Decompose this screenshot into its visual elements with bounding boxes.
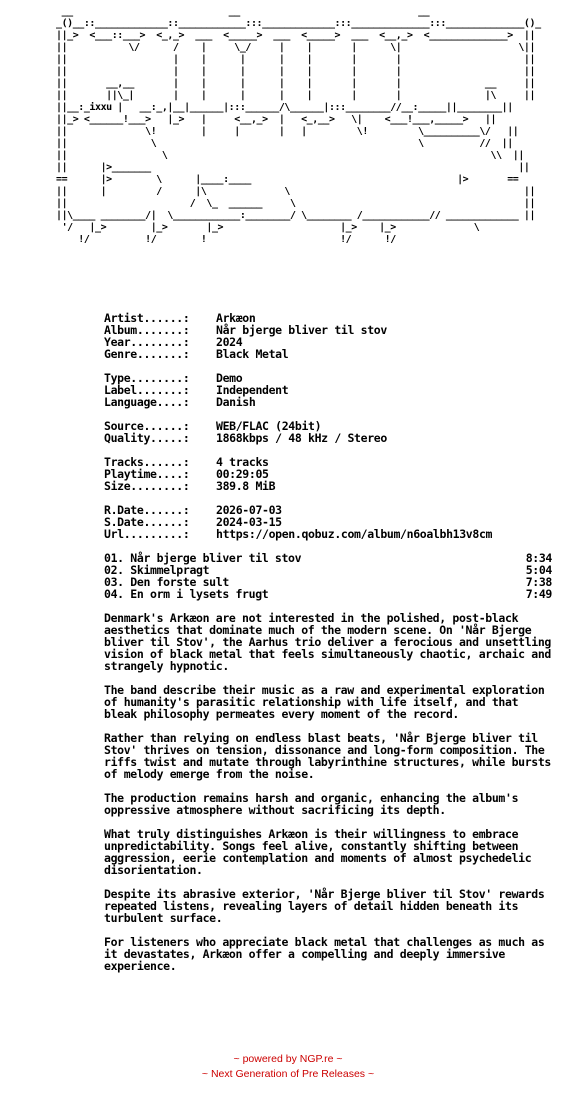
info-value: Black Metal [216, 347, 289, 361]
track-title: 03. Den forste sult [104, 575, 229, 589]
description-paragraph: What truly distinguishes Arkæon is their willingness to embrace unpredictability. Songs feel alive, constantly shifting between aggression, eerie contemplation and moments of almost psychedelic disorientation. [104, 827, 532, 877]
info-key: Language....: [104, 395, 190, 409]
info-value: 00:29:05 [216, 467, 269, 481]
tracklist [104, 552, 564, 600]
description-paragraph: Despite its abrasive exterior, 'Når Bjerge bliver til Stov' rewards repeated listens, revealing layers of detail hidden beneath its turbulent surface. [104, 887, 545, 925]
description-paragraph: The band describe their music as a raw and experimental exploration of humanity's parasitic relationship with life itself, and that bleak philosophy permeates every moment of the record. [104, 683, 545, 721]
info-value: https://open.qobuz.com/album/n6oalbh13v8cm [216, 527, 493, 541]
info-value: WEB/FLAC (24bit) [216, 419, 322, 433]
info-key: Label.......: [104, 383, 190, 397]
info-key: Playtime....: [104, 467, 190, 481]
info-key: Year........: [104, 335, 190, 349]
info-key: Source......: [104, 419, 190, 433]
info-key: Artist......: [104, 311, 190, 325]
info-key: Tracks......: [104, 455, 190, 469]
description-paragraph: Denmark's Arkæon are not interested in the polished, post-black aesthetics that dominate much of the modern scene. On 'Når Bjerge bliver til Stov', the Aarhus trio deliver a ferocious and unsettling vision of black metal that feels simultaneously chaotic, archaic and strangely hypnotic. [104, 611, 552, 673]
info-value: Demo [216, 371, 243, 385]
release-info [104, 312, 564, 984]
info-key: Url.........: [104, 527, 190, 541]
info-value: 4 tracks [216, 455, 269, 469]
info-row [104, 432, 564, 444]
info-row [104, 348, 564, 360]
info-key: Album.......: [104, 323, 190, 337]
info-value: Danish [216, 395, 256, 409]
ascii-art-logo: __ __ __ _()__::_____________::____________:::_____________:::______________:::______________()_ ||_> <___::___> <_,_> ___ <_____> ___ <_____> ___ <__,_> <______________> || || \/ / | \_/ | | | \| \|| || | | | | | | | || || | | | | | | | || || __,__ | | | | | | | __ || || ||\_| | | | | | | | |\ || ||__:_ixxu | __:_,|__|______|:::______/\______|:::________//__:_____||________|| ||_> <______!___> |_> | <__,_> | <_,__> \| <___!___,_____> || || \! | | | | \! \__________\/ || || \ \ // || || \ \\ || || |>_______ || == |> \ |____:____ |> == || | / |\ \ || || / \_ ______ \ || ||\____ ________/| \____________:________/ \________ /____________// _____________ || '/ |_> |_> |_> |_> |_> \ !/ !/ ! !/ !/ [56, 6, 541, 245]
info-key: R.Date......: [104, 503, 190, 517]
info-value: 1868kbps / 48 kHz / Stereo [216, 431, 387, 445]
track-title: 01. Når bjerge bliver til stov [104, 551, 302, 565]
info-row [104, 528, 564, 540]
info-table [104, 312, 564, 540]
info-row [104, 396, 564, 408]
track-title: 02. Skimmelpragt [104, 563, 210, 577]
track-duration: 8:34 [525, 551, 552, 565]
info-key: Type........: [104, 371, 190, 385]
info-row [104, 480, 564, 492]
description-paragraph: Rather than relying on endless blast beats, 'Når Bjerge bliver til Stov' thrives on tension, dissonance and long-form composition. The riffs twist and mutate through labyrinthine structures, while bursts of melody emerge from the noise. [104, 731, 552, 781]
track-duration: 7:38 [525, 575, 552, 589]
footer-tagline: ~ Next Generation of Pre Releases ~ [201, 1068, 375, 1080]
track-duration: 5:04 [525, 563, 552, 577]
footer [0, 1052, 576, 1082]
track-duration: 7:49 [525, 587, 552, 601]
info-key: Quality.....: [104, 431, 190, 445]
release-description [104, 612, 564, 972]
info-key: Size........: [104, 479, 190, 493]
info-value: Arkæon [216, 311, 256, 325]
info-value: 2024-03-15 [216, 515, 282, 529]
info-value: Independent [216, 383, 289, 397]
track-title: 04. En orm i lysets frugt [104, 587, 269, 601]
description-paragraph: For listeners who appreciate black metal that challenges as much as it devastates, Arkæon offer a compelling and deeply immersive experience. [104, 935, 545, 973]
info-value: 2024 [216, 335, 243, 349]
info-value: Når bjerge bliver til stov [216, 323, 387, 337]
description-paragraph: The production remains harsh and organic, enhancing the album's oppressive atmosphere without sacrificing its depth. [104, 791, 519, 817]
info-key: S.Date......: [104, 515, 190, 529]
footer-powered-by: ~ powered by NGP.re ~ [233, 1053, 343, 1065]
track-row [104, 588, 552, 600]
info-value: 2026-07-03 [216, 503, 282, 517]
info-value: 389.8 MiB [216, 479, 276, 493]
info-key: Genre.......: [104, 347, 190, 361]
